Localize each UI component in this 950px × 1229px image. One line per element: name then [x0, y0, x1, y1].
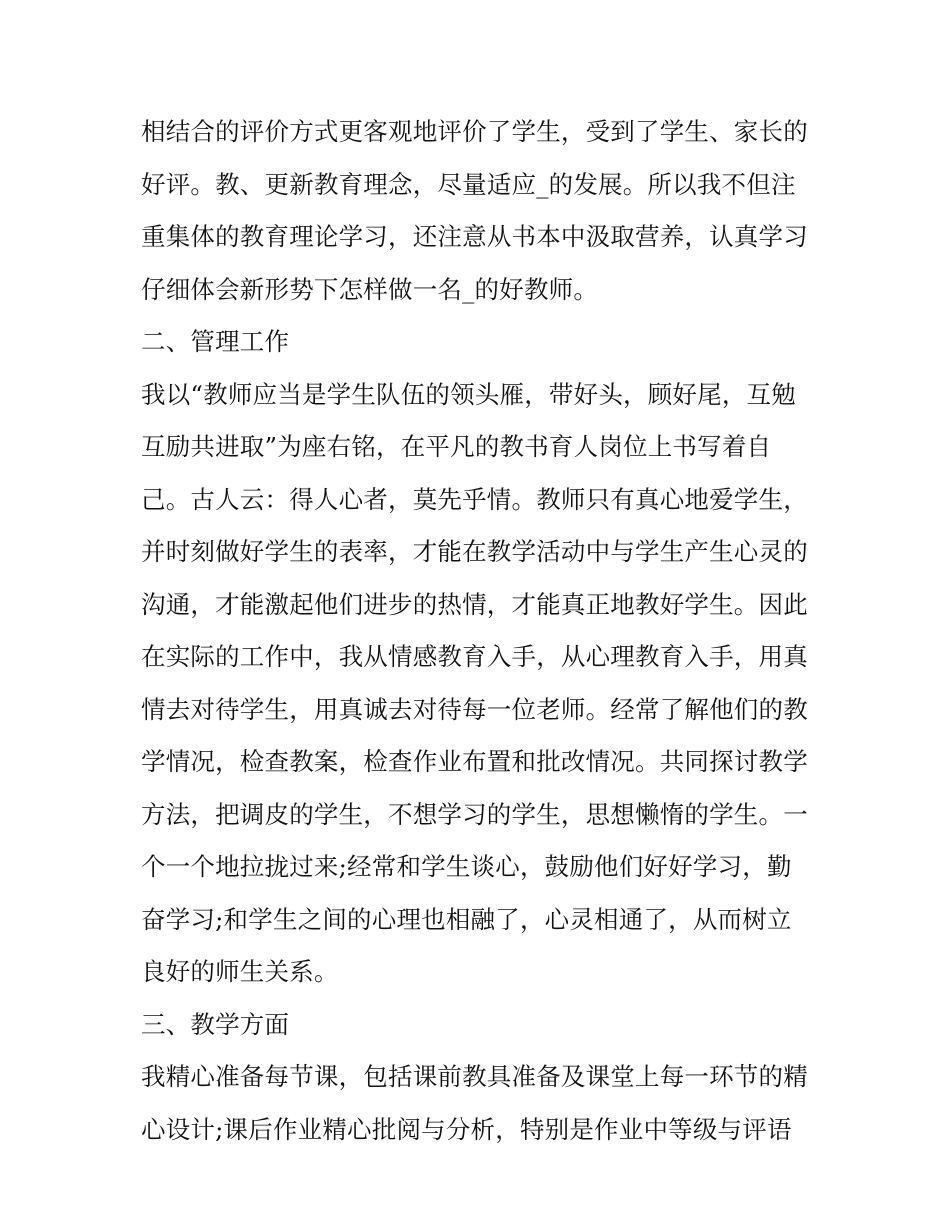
text-line: 沟通，才能激起他们进步的热情，才能真正地教好学生。因此 [141, 589, 808, 619]
text-line: 学情况，检查教案，检查作业布置和批改情况。共同探讨教学 [141, 747, 808, 776]
text-line: 相结合的评价方式更客观地评价了学生，受到了学生、家长的 [141, 117, 808, 146]
text-line: 良好的师生关系。 [141, 957, 339, 986]
text-line: 方法，把调皮的学生，不想学习的学生，思想懒惰的学生。一 [141, 799, 808, 829]
text-line: 我以“教师应当是学生队伍的领头雁，带好头，顾好尾，互勉 [141, 379, 796, 409]
section-heading: 二、管理工作 [141, 327, 290, 356]
body-text [141, 106, 821, 1156]
text-line: 仔细体会新形势下怎样做一名_的好教师。 [141, 274, 599, 304]
text-line: 我精心准备每节课，包括课前教具准备及课堂上每一环节的精 [141, 1062, 808, 1091]
text-line: 在实际的工作中，我从情感教育入手，从心理教育入手，用真 [141, 642, 808, 671]
text-line: 好评。教、更新教育理念，尽量适应_的发展。所以我不但注 [141, 169, 796, 199]
text-line: 情去对待学生，用真诚去对待每一位老师。经常了解他们的教 [141, 694, 808, 724]
section-heading: 三、教学方面 [141, 1009, 290, 1039]
text-line: 奋学习;和学生之间的心理也相融了，心灵相通了，从而树立 [141, 904, 792, 934]
text-line: 互励共进取”为座右铭，在平凡的教书育人岗位上书写着自 [141, 432, 772, 461]
text-line: 己。古人云：得人心者，莫先乎情。教师只有真心地爱学生， [141, 484, 808, 514]
text-line: 并时刻做好学生的表率，才能在教学活动中与学生产生心灵的 [141, 537, 808, 566]
text-line: 个一个地拉拢过来;经常和学生谈心，鼓励他们好好学习，勤 [141, 852, 792, 881]
text-line: 心设计;课后作业精心批阅与分析，特别是作业中等级与评语 [141, 1114, 792, 1144]
text-line: 重集体的教育理论学习，还注意从书本中汲取营养，认真学习 [141, 222, 808, 251]
